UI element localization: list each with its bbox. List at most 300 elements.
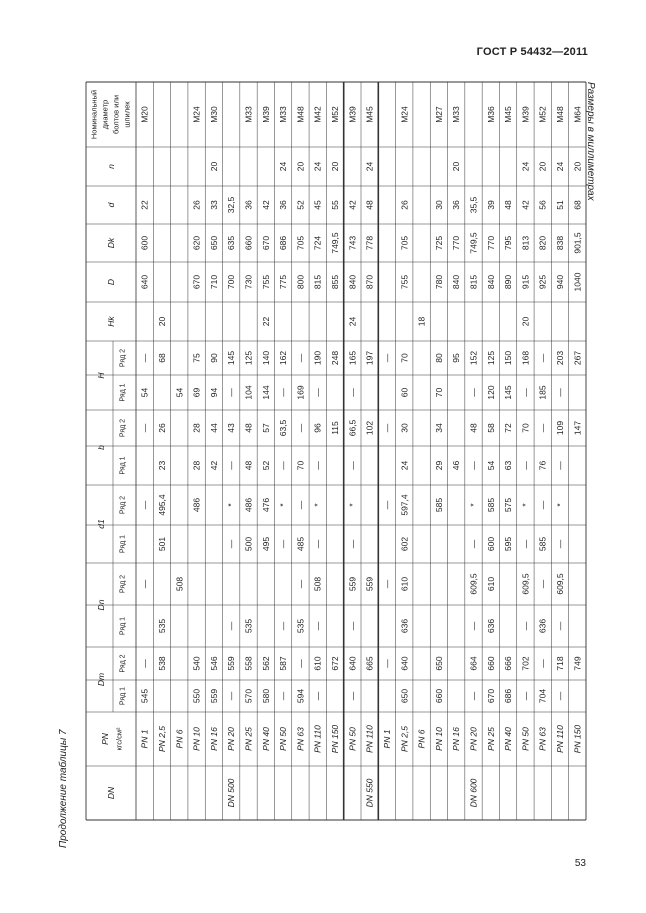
cell-h1: 94: [208, 387, 219, 398]
cell-bolt: M52: [330, 106, 341, 123]
cell-h2: 162: [278, 350, 289, 366]
header-b: b: [96, 445, 106, 450]
header-bolt-line: болтов или: [111, 94, 121, 135]
cell-D: 855: [330, 274, 341, 290]
cell-b2: 96: [312, 423, 323, 433]
header-bolt-line: диаметр: [100, 99, 110, 130]
cell-h2: 145: [226, 350, 237, 366]
cell-b1: —: [278, 461, 289, 470]
cell-h1: 144: [260, 385, 271, 400]
cell-dn1: —: [226, 621, 237, 631]
header-pn: PN: [100, 733, 110, 745]
cell-D: 775: [278, 274, 289, 290]
header-b-row1: Ряд 1: [119, 456, 127, 475]
cell-d11: —: [278, 539, 289, 549]
cell-dn1: —: [278, 621, 289, 631]
cell-b1: 29: [433, 460, 444, 471]
header-dn-col: Dn: [96, 599, 106, 611]
cell-d11: —: [226, 539, 237, 549]
cell-d11: —: [468, 539, 479, 549]
cell-hk: 18: [416, 316, 427, 327]
cell-Dk: 838: [555, 235, 566, 251]
cell-Dk: 620: [191, 235, 202, 251]
cell-pn: PN 50: [520, 727, 531, 751]
cell-dm1: —: [468, 691, 479, 701]
cell-d: 45: [312, 200, 323, 210]
cell-h1: 60: [399, 387, 410, 398]
cell-pn: PN 20: [226, 727, 237, 751]
cell-b2: 57: [260, 423, 271, 433]
cell-b2: 26: [156, 423, 167, 433]
cell-dm2: 660: [485, 656, 496, 671]
cell-D: 915: [520, 274, 531, 290]
cell-n: 24: [312, 161, 323, 172]
cell-b2: —: [139, 423, 150, 433]
cell-pn: PN 150: [572, 724, 583, 754]
cell-hk: 20: [520, 316, 531, 327]
cell-d11: 500: [243, 536, 254, 552]
cell-dn1: 636: [537, 618, 548, 634]
cell-dn1: 535: [295, 618, 306, 634]
cell-d12: *: [468, 503, 479, 507]
cell-d: 42: [347, 200, 358, 210]
cell-b2: 72: [503, 423, 514, 433]
cell-b2: —: [381, 423, 392, 433]
cell-pn: PN 2,5: [156, 726, 167, 752]
cell-dm1: —: [226, 691, 237, 701]
cell-pn: PN 63: [537, 727, 548, 751]
cell-Dk: 749,5: [330, 232, 341, 254]
cell-Dk: 650: [208, 235, 219, 251]
cell-Dk: 600: [139, 235, 150, 251]
cell-bolt: M33: [278, 106, 289, 123]
cell-dm2: 587: [278, 656, 289, 671]
cell-h1: —: [226, 388, 237, 397]
cell-dn1: —: [468, 621, 479, 631]
cell-pn: PN 150: [330, 724, 341, 754]
cell-d12: 476: [260, 497, 271, 513]
cell-D: 700: [226, 274, 237, 290]
cell-bolt: M39: [520, 106, 531, 123]
header-bolt-line: шпилек: [122, 101, 132, 128]
header-h-row1: Ряд 1: [119, 383, 127, 402]
cell-dm1: 594: [295, 688, 306, 704]
cell-Dk: 795: [503, 235, 514, 251]
cell-h2: —: [295, 353, 306, 363]
cell-b1: 76: [537, 460, 548, 471]
cell-n: 20: [208, 161, 219, 172]
cell-D: 940: [555, 274, 566, 290]
header-d-big: D: [106, 278, 116, 286]
cell-b2: 28: [191, 423, 202, 433]
cell-h2: 203: [555, 350, 566, 366]
cell-h2: 90: [208, 353, 219, 363]
cell-h1: —: [347, 388, 358, 397]
cell-pn: PN 16: [451, 727, 462, 751]
cell-dm1: 650: [399, 688, 410, 704]
header-dn: DN: [106, 786, 116, 800]
cell-h1: —: [520, 388, 531, 397]
cell-d11: 501: [156, 536, 167, 552]
cell-d: 36: [243, 200, 254, 210]
cell-dn2: 609,5: [520, 573, 531, 595]
cell-dn2: 559: [347, 576, 358, 592]
cell-b2: 44: [208, 423, 219, 433]
header-dn-row2: Ряд 2: [119, 574, 127, 594]
header-d1-row2: Ряд 2: [119, 495, 127, 515]
cell-dm1: 545: [139, 688, 150, 704]
cell-b2: 102: [364, 420, 375, 436]
cell-d: 26: [399, 200, 410, 210]
cell-dm2: 749: [572, 656, 583, 671]
cell-dm2: 666: [503, 656, 514, 671]
cell-dm2: —: [295, 659, 306, 668]
cell-d: 68: [572, 200, 583, 210]
cell-bolt: M24: [191, 106, 202, 123]
cell-bolt: M39: [260, 106, 271, 123]
header-b-row2: Ряд 2: [119, 418, 127, 438]
cell-n: 20: [330, 161, 341, 172]
cell-d12: —: [139, 500, 150, 510]
cell-D: 640: [139, 274, 150, 290]
cell-h1: 69: [191, 387, 202, 398]
header-dn-row1: Ряд 1: [119, 616, 127, 636]
cell-n: 24: [520, 161, 531, 172]
cell-dm2: —: [537, 659, 548, 668]
cell-d: 33: [208, 200, 219, 210]
cell-h1: 54: [139, 387, 150, 398]
cell-pn: PN 110: [364, 725, 375, 753]
cell-h2: 80: [433, 353, 444, 363]
cell-b2: 34: [433, 423, 444, 433]
cell-Dk: 725: [433, 235, 444, 251]
cell-Dk: 820: [537, 235, 548, 251]
cell-d12: *: [555, 503, 566, 507]
cell-dm2: 610: [312, 656, 323, 671]
cell-d11: 495: [260, 536, 271, 552]
cell-Dk: 670: [260, 235, 271, 251]
cell-Dk: 743: [347, 235, 358, 251]
cell-dm1: —: [312, 691, 323, 701]
cell-d: 52: [295, 200, 306, 210]
cell-Dk: 813: [520, 235, 531, 251]
cell-d: 42: [260, 200, 271, 210]
cell-h2: —: [139, 353, 150, 363]
cell-d11: 485: [295, 536, 306, 552]
cell-h2: 150: [503, 350, 514, 366]
cell-Dk: 749,5: [468, 232, 479, 254]
cell-dm1: —: [347, 691, 358, 701]
cell-Dk: 901,5: [572, 232, 583, 254]
cell-b2: 58: [485, 423, 496, 433]
cell-dm1: 704: [537, 688, 548, 704]
cell-d11: —: [555, 539, 566, 549]
cell-n: 24: [278, 161, 289, 172]
cell-d: 36: [451, 200, 462, 210]
cell-D: 730: [243, 274, 254, 290]
cell-pn: PN 6: [174, 729, 185, 749]
cell-D: 1040: [572, 272, 583, 292]
cell-Dk: 770: [451, 235, 462, 251]
cell-dn2: —: [381, 579, 392, 589]
cell-dn1: 636: [399, 618, 410, 634]
cell-pn: PN 50: [278, 727, 289, 751]
cell-b2: 30: [399, 423, 410, 433]
cell-d12: 585: [485, 497, 496, 513]
cell-h2: —: [381, 353, 392, 363]
cell-bolt: M48: [555, 106, 566, 123]
cell-h2: 165: [347, 350, 358, 366]
cell-h1: —: [555, 388, 566, 397]
cell-dm2: 640: [399, 656, 410, 671]
cell-dn1: 535: [156, 618, 167, 634]
cell-h2: 197: [364, 350, 375, 366]
cell-D: 840: [451, 274, 462, 290]
cell-hk: 22: [260, 316, 271, 327]
cell-d: 48: [503, 200, 514, 210]
cell-D: 925: [537, 274, 548, 290]
cell-bolt: M64: [572, 106, 583, 123]
cell-d12: 585: [433, 497, 444, 513]
cell-b2: 115: [330, 421, 341, 435]
header-d1: d1: [96, 519, 106, 529]
cell-b1: —: [226, 461, 237, 470]
cell-b1: 23: [156, 460, 167, 471]
cell-D: 755: [260, 274, 271, 290]
cell-h2: 190: [312, 350, 323, 366]
cell-h2: —: [537, 353, 548, 363]
header-n: n: [106, 164, 116, 169]
cell-dn: DN 600: [468, 778, 479, 808]
cell-b1: —: [555, 461, 566, 470]
cell-d: 32,5: [226, 196, 237, 214]
cell-D: 755: [399, 274, 410, 290]
cell-bolt: M27: [433, 106, 444, 123]
cell-d12: *: [520, 503, 531, 507]
cell-d12: 486: [191, 497, 202, 513]
cell-dm2: 558: [243, 656, 254, 671]
cell-d11: 585: [537, 536, 548, 552]
cell-pn: PN 10: [191, 727, 202, 751]
cell-pn: PN 2,5: [399, 726, 410, 752]
cell-bolt: M24: [399, 106, 410, 123]
cell-b2: 70: [520, 423, 531, 433]
cell-b1: 46: [451, 460, 462, 471]
cell-b1: —: [520, 461, 531, 470]
cell-dm2: 562: [260, 656, 271, 671]
cell-h2: 70: [399, 353, 410, 363]
header-d1-row1: Ряд 1: [119, 534, 127, 554]
cell-d12: 575: [503, 497, 514, 513]
cell-pn: PN 25: [243, 727, 254, 751]
cell-b2: —: [295, 423, 306, 433]
cell-dm1: 550: [191, 688, 202, 704]
cell-b1: 70: [295, 460, 306, 471]
cell-D: 840: [485, 274, 496, 290]
cell-hk: 20: [156, 316, 167, 327]
cell-dm1: 686: [503, 688, 514, 704]
cell-b2: 48: [468, 423, 479, 433]
cell-b1: —: [312, 461, 323, 470]
cell-dn1: 535: [243, 618, 254, 634]
cell-D: 670: [191, 274, 202, 290]
cell-d: 51: [555, 200, 566, 210]
cell-dn2: —: [537, 579, 548, 589]
cell-h1: 185: [537, 385, 548, 400]
cell-bolt: M52: [537, 106, 548, 123]
cell-Dk: 635: [226, 235, 237, 251]
cell-d: 35,5: [468, 196, 479, 214]
cell-d11: 595: [503, 536, 514, 552]
cell-h1: 54: [174, 387, 185, 398]
header-h: H: [96, 372, 106, 379]
cell-b1: 24: [399, 460, 410, 471]
cell-d12: *: [278, 503, 289, 507]
cell-h1: 70: [433, 387, 444, 398]
cell-D: 780: [433, 274, 444, 290]
cell-h2: 168: [520, 350, 531, 366]
cell-dm2: 718: [555, 656, 566, 671]
cell-b2: 66,5: [347, 419, 358, 437]
cell-b2: —: [537, 423, 548, 433]
cell-pn: PN 20: [468, 727, 479, 751]
cell-bolt: M45: [503, 106, 514, 123]
cell-dm2: 640: [347, 656, 358, 671]
cell-h2: 95: [451, 353, 462, 363]
units-note: Размеры в миллиметрах: [585, 82, 596, 201]
cell-d: 42: [520, 200, 531, 210]
cell-h1: —: [468, 388, 479, 397]
cell-dm1: —: [555, 691, 566, 701]
cell-b1: 42: [208, 460, 219, 471]
cell-bolt: M48: [295, 106, 306, 123]
cell-D: 840: [347, 274, 358, 290]
cell-dm1: 670: [485, 688, 496, 704]
cell-d11: 600: [485, 536, 496, 552]
cell-bolt: M42: [312, 106, 323, 123]
cell-d12: *: [312, 503, 323, 507]
cell-pn: PN 40: [503, 727, 514, 751]
cell-h2: 68: [156, 353, 167, 363]
header-dk: Dk: [106, 237, 116, 249]
cell-D: 815: [312, 274, 323, 290]
cell-dn2: 508: [174, 576, 185, 592]
cell-b2: 63,5: [278, 419, 289, 437]
cell-bolt: M30: [208, 106, 219, 123]
cell-h2: 75: [191, 353, 202, 363]
cell-h1: 145: [503, 385, 514, 400]
cell-pn: PN 50: [347, 727, 358, 751]
cell-pn: PN 1: [381, 729, 392, 749]
cell-h1: 120: [485, 385, 496, 400]
cell-d12: —: [381, 500, 392, 510]
cell-dn1: 636: [485, 618, 496, 634]
cell-dm2: 650: [433, 656, 444, 671]
cell-h2: 152: [468, 350, 479, 366]
cell-n: 20: [295, 161, 306, 172]
cell-d12: —: [295, 500, 306, 510]
cell-n: 20: [451, 161, 462, 172]
cell-dm2: 664: [468, 656, 479, 671]
cell-n: 20: [572, 161, 583, 172]
cell-dn: DN 500: [226, 778, 237, 808]
header-d-small: d: [106, 202, 116, 208]
cell-pn: PN 10: [433, 727, 444, 751]
cell-dm2: 538: [156, 656, 167, 671]
header-dm-row2: Ряд 2: [119, 654, 127, 673]
cell-n: 20: [537, 161, 548, 172]
cell-d11: —: [312, 539, 323, 549]
cell-dn1: —: [555, 621, 566, 631]
cell-h2: 140: [260, 350, 271, 366]
header-dm-row1: Ряд 1: [119, 686, 127, 706]
cell-d: 56: [537, 200, 548, 210]
cell-dm2: —: [139, 659, 150, 668]
cell-dn2: 609,5: [555, 573, 566, 595]
cell-b2: 147: [572, 420, 583, 436]
header-bolt-line: Номинальный: [89, 89, 99, 140]
cell-dm2: —: [381, 659, 392, 668]
cell-pn: PN 40: [260, 727, 271, 751]
cell-h1: —: [278, 388, 289, 397]
cell-dn2: 610: [485, 576, 496, 592]
cell-dn2: —: [295, 579, 306, 589]
header-dm: Dm: [96, 672, 106, 687]
cell-pn: PN 25: [485, 727, 496, 751]
cell-d12: 486: [243, 497, 254, 513]
cell-bolt: M39: [347, 106, 358, 123]
cell-bolt: M33: [451, 106, 462, 123]
cell-h2: 267: [572, 350, 583, 366]
cell-b1: 52: [260, 460, 271, 471]
cell-d: 48: [364, 200, 375, 210]
cell-D: 870: [364, 274, 375, 290]
cell-b2: 43: [226, 423, 237, 433]
cell-dm1: 580: [260, 688, 271, 704]
cell-d12: *: [347, 503, 358, 507]
cell-pn: PN 110: [312, 725, 323, 753]
cell-dn2: 508: [312, 576, 323, 592]
cell-dm1: 570: [243, 688, 254, 704]
cell-h1: —: [312, 388, 323, 397]
cell-pn: PN 63: [295, 727, 306, 751]
cell-D: 800: [295, 274, 306, 290]
cell-b2: 48: [243, 423, 254, 433]
cell-Dk: 705: [295, 235, 306, 251]
page-number: 53: [574, 858, 586, 869]
header-pn-unit: кгс/см²: [114, 727, 124, 751]
cell-D: 710: [208, 274, 219, 290]
cell-Dk: 724: [312, 235, 323, 251]
cell-dm1: 660: [433, 688, 444, 704]
cell-b1: —: [468, 461, 479, 470]
cell-b1: —: [347, 461, 358, 470]
cell-pn: PN 6: [416, 729, 427, 749]
cell-D: 890: [503, 274, 514, 290]
header-h-row2: Ряд 2: [119, 348, 127, 368]
cell-dn: DN 550: [364, 778, 375, 808]
cell-pn: PN 1: [139, 729, 150, 749]
cell-d11: —: [520, 539, 531, 549]
cell-d11: 602: [399, 536, 410, 552]
cell-dm2: 546: [208, 656, 219, 671]
cell-dm1: —: [520, 691, 531, 701]
cell-Dk: 705: [399, 235, 410, 251]
cell-Dk: 660: [243, 235, 254, 251]
cell-Dk: 686: [278, 235, 289, 251]
cell-dn1: —: [347, 621, 358, 631]
cell-d: 36: [278, 200, 289, 210]
